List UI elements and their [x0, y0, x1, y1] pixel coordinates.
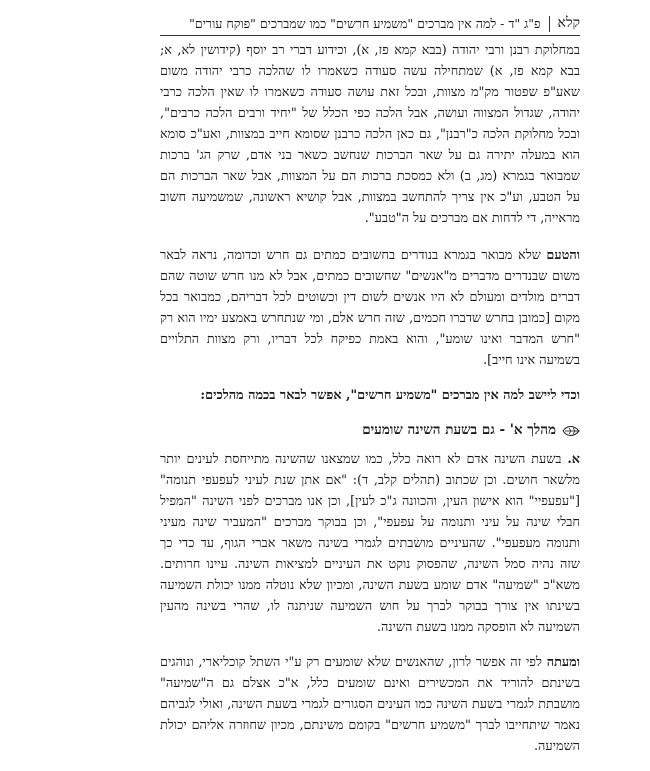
- running-header: [160, 6, 580, 36]
- page-body: [160, 40, 580, 771]
- paragraph-lead: והטעם: [546, 248, 580, 263]
- section-heading: [160, 420, 580, 441]
- page-number: קלא: [557, 15, 580, 31]
- paragraph: [160, 449, 580, 638]
- paragraph: [160, 40, 580, 229]
- paragraph-text: במחלוקת רבנן ורבי יהודה (בבא קמא פז, א), וכידוע דברי רב יוסף (קידושין לא, א; בבא קמא פז, א) שמתחילה עשה סעודה כשאמרו לו שהלכה כרבי יהודה משום שאע"פ שפטור מק"מ מצוות, ובכל זאת עושה סעודה כשאמרו לו שאין הלכה כרבי יהודה, שגדול המצווה ועושה, אבל הלכה כפי הכלל של "יחיד ורבים הלכה כרבים", ובכל מחלוקת הלכה כ"רבנן", גם כאן הלכה כרבנן שסומא חייב במצוות, ואע"כ סומא הוא במעלה יתירה גם על שאר הברכות שנחשב כשאר בני אדם, שרק הג' ברכות שמבואר בגמרא (מג, ב) ולא כמסכת ברכות הם על המצוות, אבל שאר הברכות הם על הטבע, וע"כ אין צריך להתחשב במצוות, אבל קושיא ראשונה, שמשמיעה חשוב מראייה, די לדחות אם מברכים על ה"טבע".: [160, 43, 580, 226]
- paragraph-text: לפי זה אפשר לרון, שהאנשים שלא שומעים רק ע"י השתל קוכליארי, ונוהגים בשינתם להוריד את המכשירים ואינם שומעים כלל, א"כ אצלם גם ה"שמיעה" מושבתת לגמרי בשעת השינה כמו העינים הסגורים לגמרי בשעת השינה, ואולי לגביהם נאמר שיתחייבו לברך "משמיע חרשים" בקומם משינתם, מכיון שחוזרה אליהם יכולת השמיעה.: [160, 655, 580, 754]
- paragraph-text: בשעת השינה אדם לא רואה כלל, כמו שמצאנו שהשינה מתייחסת לעינים יותר מלשאר חושים. וכן שכתוב (תהלים קלב, ד): "אם אתן שנת לעיני לעפעפי תנומה" ["עפעפיי" הוא אישון העין, והכוונה ג"כ לעין], וכן אנו מברכים לפני השינה "המפיל חבלי שינה על עיני ותנומה על עפעפי", וכן בבוקר מברכים "המעביר שינה מעיני ותנומה מעפעפי". שהעיניים מושבתים לגמרי בשינה משאר אברי הגוף, עד כדי כך שזה נהיה סמל השינה, שהפסוק נוקט את העיניים למציאות השינה. עיינו חרותים. משא"כ "שמיעה" אדם שומע בשעת השינה, ומכיון שלא נוטלה ממנו יכולת השמיעה בשינתו אין צורך בבוקר לברך על חוש השמיעה שניתנה לו, שהרי בשינה מהעין השמיעה לא הופסקה ממנו בשעת השינה.: [160, 452, 580, 635]
- summary-line: וכדי ליישב למה אין מברכים "משמיע חרשים", אפשר לבאר בכמה מהלכים:: [200, 388, 580, 403]
- paragraph-lead: א.: [567, 452, 580, 467]
- header-separator: [549, 16, 550, 32]
- leaf-ornament-icon: [562, 425, 580, 437]
- paragraph-lead: ומעתה: [546, 655, 580, 670]
- paragraph: [160, 245, 580, 371]
- paragraph-text: שלא מבואר בגמרא בנודרים בחשובים כמתים גם חרש וכדומה, נראה לבאר משום שבנדרים מדברים מ"אנשים" שחשובים כמתים, אבל לא מנו חרש שוטה שהם דברים מולדים ומעולם לא היו אנשים לשום דין וכשוטים לכל דבריהם, כמבואר בכל מקום [כמובן בחרש שדברו חכמים, שזה חרש אלם, ומי שנתחרש באמצע ימיו הוא רק "חרש המדבר ואינו שומע", והוא באמת כפיקח לכל דבריו, ורק מצוות התלויים בשמיעה אינו חייב].: [160, 248, 580, 368]
- running-title: פ"ג "ד - למה אין מברכים "משמיע חרשים" כמו שמברכים "פוקח עורים": [189, 16, 541, 31]
- paragraph: [160, 652, 580, 757]
- section-title: מהלך א' - גם בשעת השינה שומעים: [362, 422, 556, 438]
